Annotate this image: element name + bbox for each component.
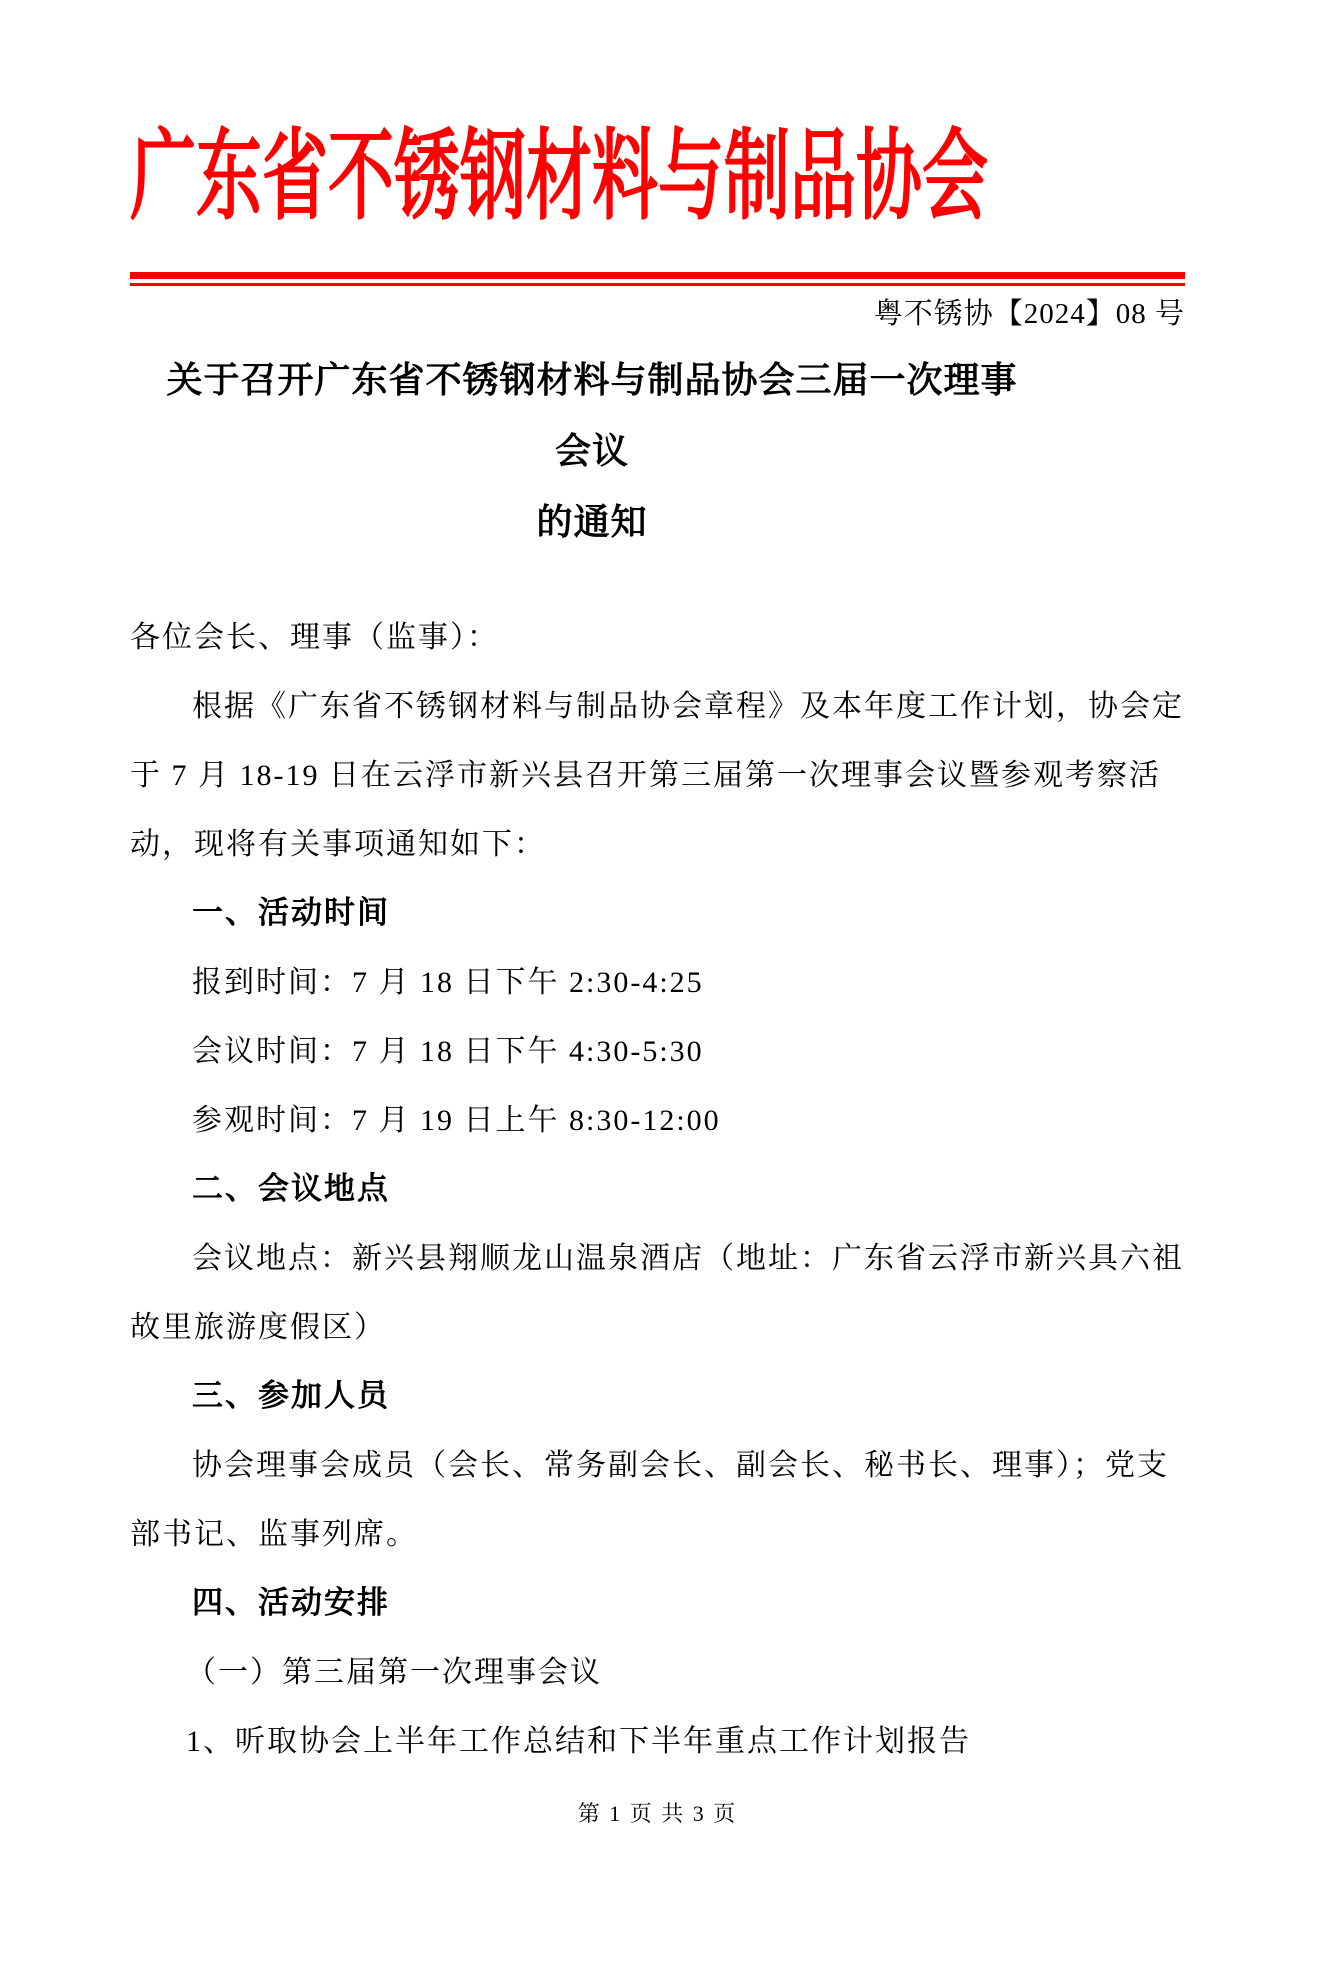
body-line: 动，现将有关事项通知如下： — [130, 827, 546, 861]
body-line: 于 7 月 18-19 日在云浮市新兴县召开第三届第一次理事会议暨参观考察活 — [130, 758, 1161, 792]
body-line: 参观时间：7 月 19 日上午 8:30-12:00 — [192, 1103, 721, 1137]
section-heading: 二、会议地点 — [192, 1171, 390, 1206]
body-line: 会议时间：7 月 18 日下午 4:30-5:30 — [192, 1034, 704, 1068]
notice-title-line-1: 关于召开广东省不锈钢材料与制品协会三届一次理事会议 — [166, 360, 1018, 471]
document-number: 粤不锈协【2024】08 号 — [873, 298, 1185, 330]
letterhead-rule-thin — [130, 283, 1185, 286]
body-line: 根据《广东省不锈钢材料与制品协会章程》及本年度工作计划，协会定 — [192, 689, 1184, 723]
body-line: （一）第三届第一次理事会议 — [186, 1655, 602, 1689]
letterhead-rule-thick — [130, 272, 1185, 279]
notice-body — [130, 599, 1185, 1772]
body-line: 协会理事会成员（会长、常务副会长、副会长、秘书长、理事）；党支 — [192, 1448, 1169, 1482]
body-line: 1、听取协会上半年工作总结和下半年重点工作计划报告 — [186, 1724, 971, 1758]
section-heading: 四、活动安排 — [192, 1585, 390, 1620]
letterhead — [130, 96, 1185, 236]
page-number-footer: 第 1 页 共 3 页 — [577, 1801, 738, 1826]
body-lines — [130, 668, 1185, 1772]
section-heading: 三、参加人员 — [192, 1378, 390, 1413]
document-page — [0, 96, 1323, 1967]
notice-title — [152, 345, 1032, 558]
notice-title-line-2: 的通知 — [536, 502, 648, 542]
body-line: 会议地点：新兴县翔顺龙山温泉酒店（地址：广东省云浮市新兴具六祖 — [192, 1241, 1184, 1275]
body-line: 报到时间：7 月 18 日下午 2:30-4:25 — [192, 965, 704, 999]
salutation: 各位会长、理事（监事）： — [130, 620, 499, 654]
body-line: 部书记、监事列席。 — [130, 1517, 418, 1551]
association-name: 广东省不锈钢材料与制品协会 — [130, 123, 988, 233]
body-line: 故里旅游度假区） — [130, 1310, 386, 1344]
section-heading: 一、活动时间 — [192, 895, 390, 930]
